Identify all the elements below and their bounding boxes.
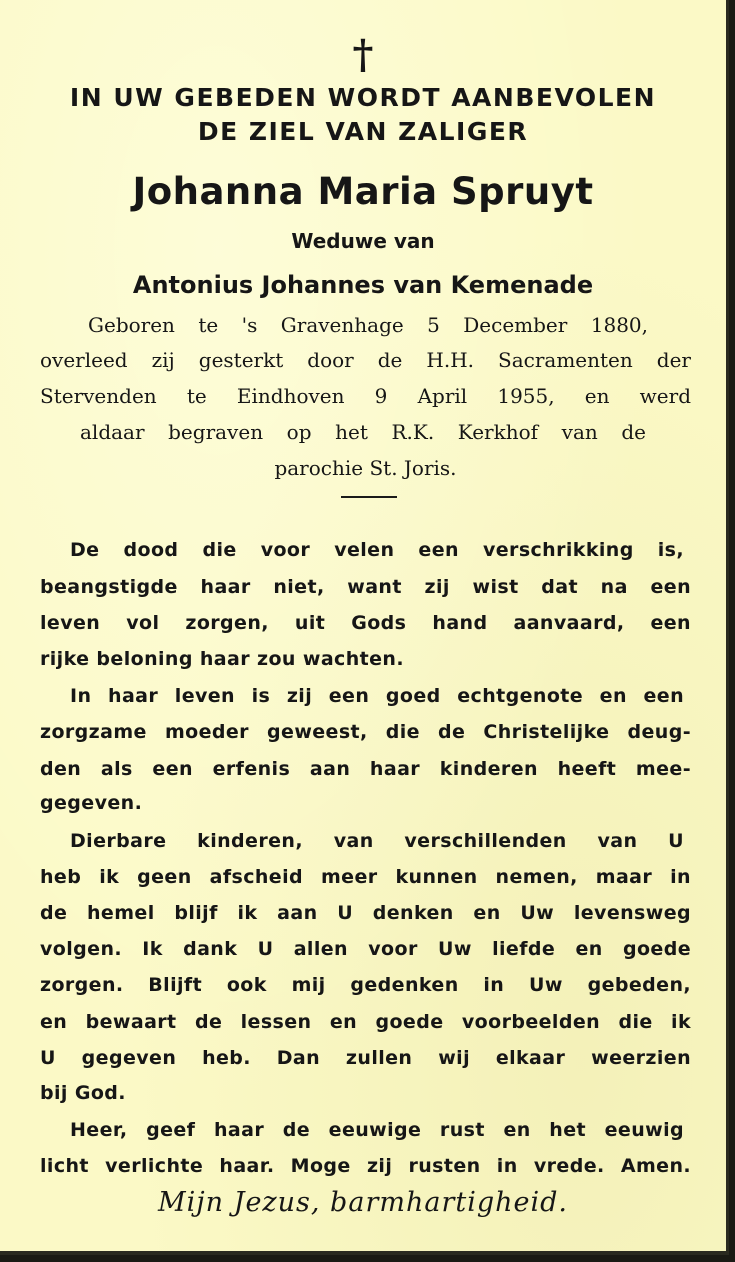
biography-line: overleed zij gesterkt door de H.H. Sacramenten der <box>40 348 691 372</box>
paragraph-line: en bewaart de lessen en goede voorbeelden die ik <box>40 1011 691 1033</box>
paragraph-line: gegeven. <box>40 792 143 814</box>
paragraph-line: zorgzame moeder geweest, die de Christelijke deug- <box>40 721 691 743</box>
closing-prayer: Mijn Jezus, barmhartigheid. <box>158 1187 568 1218</box>
biography-line: Stervenden te Eindhoven 9 April 1955, en werd <box>40 384 691 408</box>
paragraph-line: bij God. <box>40 1082 126 1104</box>
deceased-name: Johanna Maria Spruyt <box>132 170 594 213</box>
heading-line-1: IN UW GEBEDEN WORDT AANBEVOLEN <box>69 83 657 112</box>
paragraph-line: beangstigde haar niet, want zij wist dat na een <box>40 576 691 598</box>
paragraph-line: volgen. Ik dank U allen voor Uw liefde en goede <box>40 938 691 960</box>
husband-name: Antonius Johannes van Kemenade <box>132 271 594 299</box>
widow-of-label: Weduwe van <box>291 229 435 253</box>
divider <box>341 496 397 498</box>
biography-line: parochie St. Joris. <box>274 456 457 480</box>
paragraph-line: den als een erfenis aan haar kinderen heeft mee- <box>40 758 691 780</box>
paragraph-line: zorgen. Blijft ook mij gedenken in Uw gebeden, <box>40 974 691 996</box>
paragraph-line: Dierbare kinderen, van verschillenden van U <box>70 830 684 852</box>
heading-line-2: DE ZIEL VAN ZALIGER <box>197 117 529 146</box>
biography-line: Geboren te 's Gravenhage 5 December 1880, <box>88 313 648 337</box>
biography-line: aldaar begraven op het R.K. Kerkhof van de <box>80 420 646 444</box>
paragraph-line: rijke beloning haar zou wachten. <box>40 648 404 670</box>
paragraph-line: U gegeven heb. Dan zullen wij elkaar weerzien <box>40 1047 691 1069</box>
paragraph-line: De dood die voor velen een verschrikking is, <box>70 539 684 561</box>
paragraph-line: In haar leven is zij een goed echtgenote en een <box>70 685 684 707</box>
paragraph-line: Heer, geef haar de eeuwige rust en het eeuwig <box>70 1119 684 1141</box>
cross-icon: † <box>352 31 374 78</box>
paragraph-line: de hemel blijf ik aan U denken en Uw levensweg <box>40 902 691 924</box>
paragraph-line: leven vol zorgen, uit Gods hand aanvaard, een <box>40 612 691 634</box>
paragraph-line: licht verlichte haar. Moge zij rusten in vrede. Amen. <box>40 1155 691 1177</box>
paragraph-line: heb ik geen afscheid meer kunnen nemen, maar in <box>40 866 691 888</box>
